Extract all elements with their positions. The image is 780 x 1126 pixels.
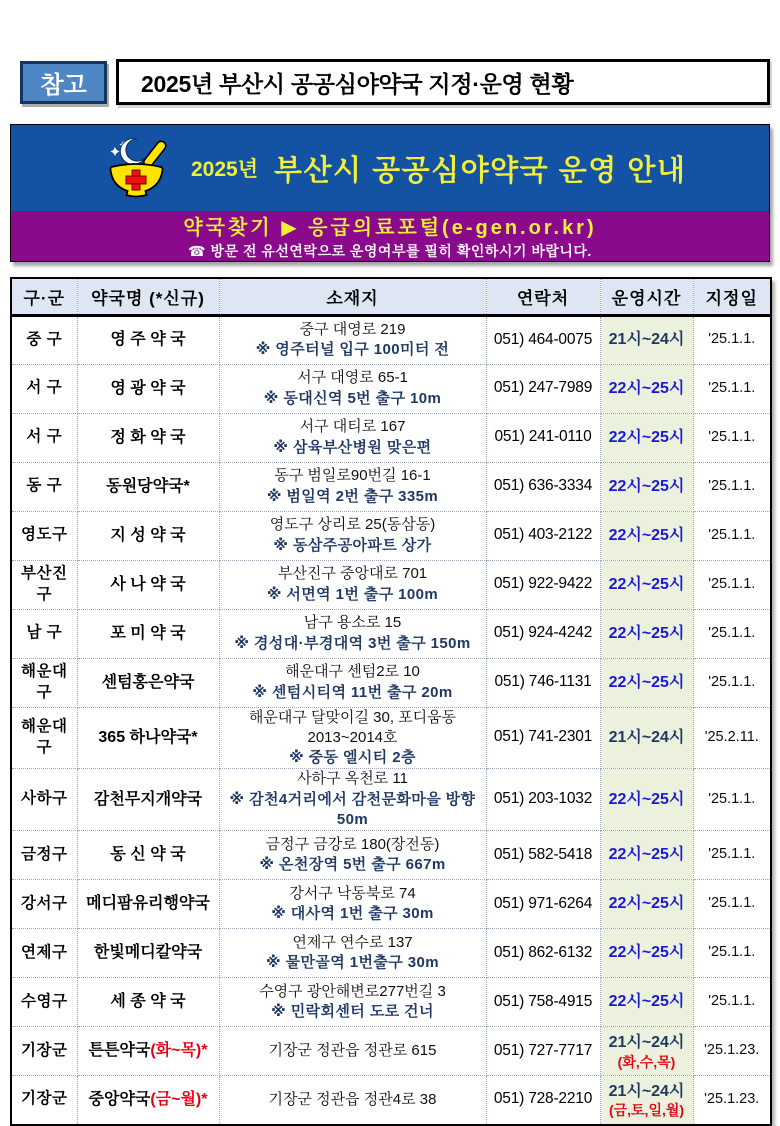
pharmacy-name-text: 센텀홍은약국 [101, 673, 195, 691]
pharmacy-name-cell [77, 364, 219, 413]
pharmacy-name-text: 영 광 약 국 [110, 379, 186, 397]
address-cell [219, 831, 486, 880]
phone-cell: 051) 922-9422 [486, 560, 600, 609]
column-header-district: 구·군 [11, 278, 77, 315]
phone-cell: 051) 636-3334 [486, 462, 600, 511]
pharmacy-name-cell [77, 880, 219, 929]
district-cell: 동 구 [11, 462, 77, 511]
address-cell [219, 462, 486, 511]
call-before-visit-notice: ☎ 방문 전 유선연락으로 운영여부를 필히 확인하시기 바랍니다. [188, 243, 592, 259]
hours-cell [600, 880, 693, 929]
banner-title: 부산시 공공심야약국 운영 안내 [274, 154, 687, 187]
banner-purple-section [11, 211, 769, 261]
pharmacy-name-text: 사 나 약 국 [110, 575, 186, 593]
designation-date-cell: '25.1.1. [693, 462, 771, 511]
address-line: 서구 대영로 65-1 [297, 369, 408, 387]
designation-date-cell: '25.1.1. [693, 880, 771, 929]
pharmacy-finder-line: 약국찾기 ▶ 응급의료포털(e-gen.or.kr) [183, 217, 597, 239]
pharmacy-name-text: 메디팜유리행약국 [86, 895, 210, 913]
hours-text: 22시~25시 [608, 944, 685, 962]
table-row [11, 413, 771, 462]
pharmacy-name-weekday-note: (금~월)* [150, 1090, 208, 1108]
phone-cell: 051) 247-7989 [486, 364, 600, 413]
address-landmark-line: ※ 영주터널 입구 100미터 전 [255, 341, 450, 358]
address-line: 사하구 옥천로 11 [297, 770, 408, 788]
phone-cell: 051) 241-0110 [486, 413, 600, 462]
address-line: 중구 대영로 219 [299, 320, 406, 338]
hours-text: 21시~24시 [608, 1034, 685, 1051]
designation-date-cell: '25.2.11. [693, 707, 771, 769]
table-row [11, 831, 771, 880]
district-cell: 중 구 [11, 315, 77, 364]
table-row [11, 560, 771, 609]
district-cell: 연제구 [11, 929, 77, 978]
designation-date-cell: '25.1.1. [693, 609, 771, 658]
hours-text: 22시~25시 [608, 624, 685, 642]
hours-cell [600, 658, 693, 707]
address-line: 금정구 금강로 180(장전동) [265, 835, 440, 853]
hours-cell [600, 609, 693, 658]
pharmacy-name-cell [77, 609, 219, 658]
address-cell [219, 658, 486, 707]
phone-cell: 051) 924-4242 [486, 609, 600, 658]
pharmacy-name-cell [77, 560, 219, 609]
district-cell: 부산진구 [11, 560, 77, 609]
address-line: 남구 용소로 15 [303, 614, 402, 632]
address-line: 수영구 광안해변로277번길 3 [259, 982, 446, 1000]
hours-weekday-note: (화,수,목) [617, 1053, 676, 1070]
hours-text: 22시~25시 [608, 895, 685, 913]
column-header-hours: 운영시간 [600, 278, 693, 315]
column-header-designation-date: 지정일 [693, 278, 771, 315]
address-landmark-line: ※ 물만골역 1번출구 30m [266, 954, 439, 971]
designation-date-cell: '25.1.1. [693, 560, 771, 609]
phone-cell: 051) 203-1032 [486, 769, 600, 831]
phone-cell: 051) 746-1131 [486, 658, 600, 707]
address-landmark-line: ※ 센텀시티역 11번 출구 20m [252, 683, 453, 701]
pharmacy-name-cell [77, 511, 219, 560]
address-line: 해운대구 달맞이길 30, 포디움동 2013~2014호 [248, 708, 457, 746]
pharmacy-name-cell [77, 978, 219, 1027]
table-row [11, 462, 771, 511]
address-landmark-line: ※ 경성대·부경대역 3번 출구 150m [234, 634, 471, 652]
hours-cell [600, 1076, 693, 1125]
pharmacy-name-cell [77, 831, 219, 880]
hours-text: 22시~25시 [608, 477, 685, 495]
address-line: 기장군 정관읍 정관로 615 [268, 1041, 437, 1059]
address-cell [219, 978, 486, 1027]
pharmacy-name-cell [77, 1027, 219, 1076]
address-line: 강서구 낙동북로 74 [289, 884, 416, 902]
address-line: 연제구 연수로 137 [292, 933, 413, 951]
district-cell: 기장군 [11, 1027, 77, 1076]
district-cell: 서 구 [11, 364, 77, 413]
hours-cell [600, 929, 693, 978]
address-line: 기장군 정관읍 정관4로 38 [268, 1090, 437, 1108]
designation-date-cell: '25.1.1. [693, 315, 771, 364]
pharmacy-name-cell [77, 315, 219, 364]
pharmacy-name-text: 포 미 약 국 [110, 624, 186, 642]
address-landmark-line: ※ 서면역 1번 출구 100m [266, 585, 439, 603]
hours-text: 21시~24시 [608, 1082, 685, 1100]
banner [10, 124, 770, 262]
address-cell [219, 560, 486, 609]
pharmacy-name-cell [77, 707, 219, 769]
district-cell: 금정구 [11, 831, 77, 880]
district-cell: 기장군 [11, 1076, 77, 1125]
page-title: 2025년 부산시 공공심야약국 지정·운영 현황 [116, 59, 770, 105]
address-cell [219, 511, 486, 560]
address-line: 부산진구 중앙대로 701 [277, 565, 428, 583]
table-row [11, 511, 771, 560]
table-row [11, 707, 771, 769]
district-cell: 남 구 [11, 609, 77, 658]
address-landmark-line: ※ 삼육부산병원 맞은편 [273, 438, 432, 456]
address-cell [219, 609, 486, 658]
designation-date-cell: '25.1.23. [693, 1027, 771, 1076]
table-row [11, 609, 771, 658]
phone-cell: 051) 862-6132 [486, 929, 600, 978]
column-header-phone: 연락처 [486, 278, 600, 315]
pharmacy-name-cell [77, 413, 219, 462]
designation-date-cell: '25.1.1. [693, 929, 771, 978]
pharmacy-name-cell [77, 462, 219, 511]
table-row [11, 1027, 771, 1076]
phone-cell: 051) 758-4915 [486, 978, 600, 1027]
pharmacy-name-cell [77, 658, 219, 707]
address-cell [219, 769, 486, 831]
address-landmark-line: ※ 중동 엘시티 2층 [289, 749, 416, 766]
hours-cell [600, 1027, 693, 1076]
hours-text: 22시~25시 [608, 846, 685, 864]
address-landmark-line: ※ 동대신역 5번 출구 10m [263, 389, 442, 407]
hours-text: 22시~25시 [608, 526, 685, 544]
phone-cell: 051) 464-0075 [486, 315, 600, 364]
hours-text: 22시~25시 [608, 790, 685, 808]
address-line: 해운대구 센텀2로 10 [285, 663, 420, 681]
hours-cell [600, 560, 693, 609]
address-cell [219, 707, 486, 769]
district-cell: 해운대구 [11, 707, 77, 769]
address-cell [219, 880, 486, 929]
table-header-row [11, 278, 771, 315]
banner-year: 2025년 [191, 158, 259, 181]
address-line: 영도구 상리로 25(동삼동) [269, 516, 436, 534]
district-cell: 해운대구 [11, 658, 77, 707]
hours-text: 22시~25시 [608, 993, 685, 1011]
column-header-address: 소재지 [219, 278, 486, 315]
pharmacy-name-text: 365 하나약국* [98, 729, 198, 747]
phone-cell: 051) 741-2301 [486, 707, 600, 769]
table-row [11, 978, 771, 1027]
address-landmark-line: ※ 민락회센터 도로 건너 [271, 1003, 434, 1020]
table-row [11, 769, 771, 831]
pharmacy-name-text: 영 주 약 국 [110, 331, 186, 349]
hours-text: 22시~25시 [608, 379, 685, 397]
address-cell [219, 364, 486, 413]
hours-cell [600, 462, 693, 511]
address-cell [219, 929, 486, 978]
address-landmark-line: ※ 동삼주공아파트 상가 [273, 536, 432, 554]
address-line: 서구 대티로 167 [299, 418, 406, 436]
address-cell [219, 1027, 486, 1076]
pharmacy-name-cell [77, 1076, 219, 1125]
hours-cell [600, 978, 693, 1027]
hours-weekday-note: (금,토,일,월) [608, 1102, 685, 1119]
table-row [11, 658, 771, 707]
pharmacy-name-text: 동원당약국* [106, 477, 190, 495]
address-landmark-line: ※ 범일역 2번 출구 335m [266, 487, 439, 505]
table-row [11, 1076, 771, 1125]
pharmacy-name-weekday-note: (화~목)* [150, 1042, 208, 1060]
district-cell: 영도구 [11, 511, 77, 560]
pharmacy-name-text: 감천무지개약국 [93, 790, 203, 808]
mortar-with-moon-and-red-cross-icon [103, 137, 169, 199]
designation-date-cell: '25.1.1. [693, 511, 771, 560]
hours-cell [600, 413, 693, 462]
banner-blue-section [11, 125, 769, 211]
table-row [11, 315, 771, 364]
address-cell [219, 315, 486, 364]
address-cell [219, 413, 486, 462]
table-row [11, 929, 771, 978]
hours-cell [600, 831, 693, 880]
pharmacy-name-text: 세 종 약 국 [110, 993, 186, 1011]
designation-date-cell: '25.1.1. [693, 658, 771, 707]
reference-badge: 참고 [20, 61, 107, 104]
designation-date-cell: '25.1.1. [693, 364, 771, 413]
pharmacy-name-cell [77, 929, 219, 978]
designation-date-cell: '25.1.23. [693, 1076, 771, 1125]
phone-cell: 051) 727-7717 [486, 1027, 600, 1076]
hours-cell [600, 315, 693, 364]
hours-cell [600, 769, 693, 831]
phone-cell: 051) 971-6264 [486, 880, 600, 929]
phone-cell: 051) 582-5418 [486, 831, 600, 880]
district-cell: 강서구 [11, 880, 77, 929]
pharmacy-name-text: 지 성 약 국 [110, 526, 186, 544]
address-landmark-line: ※ 대사역 1번 출구 30m [271, 905, 434, 922]
address-cell [219, 1076, 486, 1125]
district-cell: 서 구 [11, 413, 77, 462]
phone-cell: 051) 403-2122 [486, 511, 600, 560]
hours-cell [600, 511, 693, 560]
address-line: 동구 범일로90번길 16-1 [274, 467, 431, 485]
pharmacy-name-text: 정 화 약 국 [110, 428, 186, 446]
pharmacy-name-text: 동 신 약 국 [110, 846, 186, 864]
designation-date-cell: '25.1.1. [693, 413, 771, 462]
table-row [11, 364, 771, 413]
pharmacy-table [10, 277, 772, 1126]
designation-date-cell: '25.1.1. [693, 978, 771, 1027]
hours-text: 21시~24시 [608, 729, 685, 747]
hours-cell [600, 707, 693, 769]
hours-text: 22시~25시 [608, 575, 685, 593]
pharmacy-name-text: 튼튼약국 [88, 1042, 151, 1060]
column-header-pharmacy-name: 약국명 (*신규) [77, 278, 219, 315]
pharmacy-name-text: 한빛메디칼약국 [93, 944, 203, 962]
hours-cell [600, 364, 693, 413]
pharmacy-name-text: 중앙약국 [88, 1090, 151, 1108]
district-cell: 수영구 [11, 978, 77, 1027]
hours-text: 22시~25시 [608, 428, 685, 446]
hours-text: 22시~25시 [608, 673, 685, 691]
address-landmark-line: ※ 감천4거리에서 감천문화마을 방향 50m [229, 790, 476, 828]
hours-text: 21시~24시 [608, 331, 685, 349]
designation-date-cell: '25.1.1. [693, 831, 771, 880]
designation-date-cell: '25.1.1. [693, 769, 771, 831]
phone-cell: 051) 728-2210 [486, 1076, 600, 1125]
pharmacy-table-body [11, 315, 771, 1125]
address-landmark-line: ※ 온천장역 5번 출구 667m [259, 856, 446, 873]
pharmacy-name-cell [77, 769, 219, 831]
table-row [11, 880, 771, 929]
district-cell: 사하구 [11, 769, 77, 831]
